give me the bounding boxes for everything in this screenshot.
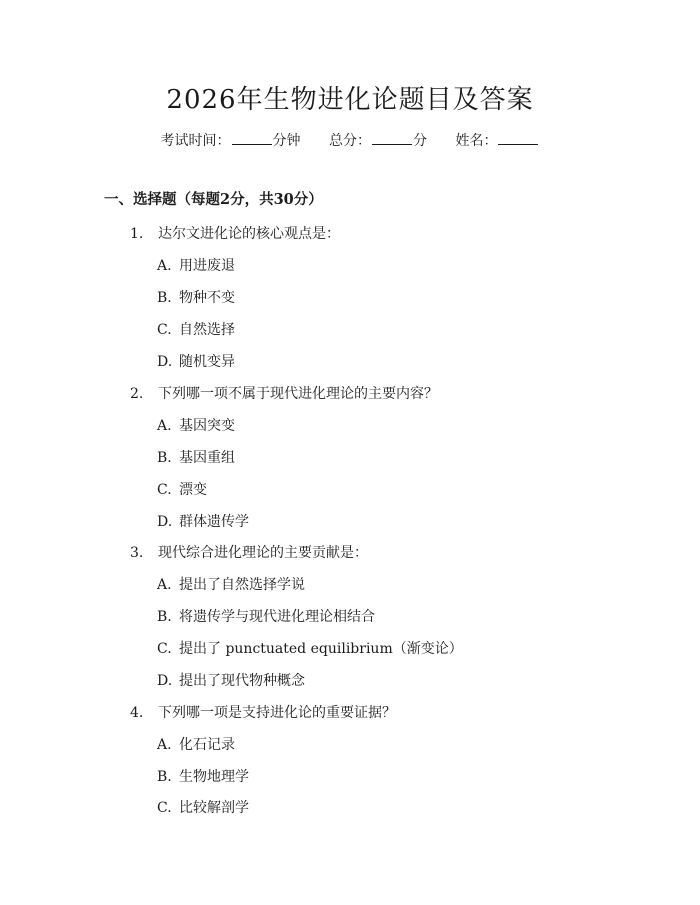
option-letter: C. — [157, 482, 172, 498]
option-letter: B. — [157, 769, 172, 785]
option-letter: A. — [157, 418, 172, 434]
option-1b — [157, 288, 235, 308]
option-2d — [157, 512, 249, 532]
option-1c — [157, 320, 235, 340]
question-4 — [130, 703, 396, 723]
exam-score — [329, 130, 427, 151]
option-1d — [157, 352, 235, 372]
exam-score-blank — [372, 130, 412, 145]
option-letter: C. — [157, 322, 172, 338]
option-letter: D. — [157, 354, 173, 370]
option-letter: A. — [157, 577, 172, 593]
question-number: 1. — [130, 226, 144, 242]
option-text: 将遗传学与现代进化理论相结合 — [179, 609, 375, 625]
question-number: 3. — [130, 545, 144, 561]
option-2b — [157, 448, 235, 468]
question-text: 达尔文进化论的核心观点是： — [158, 226, 340, 242]
option-text: 用进废退 — [179, 258, 235, 274]
exam-name — [455, 130, 539, 151]
option-letter: D. — [157, 514, 173, 530]
option-text: 提出了 punctuated equilibrium（渐变论） — [179, 641, 463, 657]
option-3c — [157, 639, 463, 659]
exam-time — [161, 130, 301, 151]
option-text: 提出了自然选择学说 — [179, 577, 305, 593]
option-text: 随机变异 — [179, 354, 235, 370]
question-number: 2. — [130, 386, 144, 402]
option-letter: C. — [157, 641, 172, 657]
option-1a — [157, 256, 235, 276]
option-3b — [157, 607, 375, 627]
option-4a — [157, 735, 235, 755]
exam-time-unit: 分钟 — [272, 133, 301, 149]
question-number: 4. — [130, 705, 144, 721]
option-text: 化石记录 — [179, 737, 235, 753]
page-title: 2026年生物进化论题目及答案 — [166, 85, 534, 115]
option-text: 生物地理学 — [179, 769, 249, 785]
option-letter: B. — [157, 450, 172, 466]
exam-time-label: 考试时间： — [160, 133, 231, 149]
option-3d — [157, 671, 305, 691]
exam-meta — [0, 130, 700, 151]
question-1 — [130, 224, 340, 244]
option-text: 漂变 — [179, 482, 207, 498]
exam-time-blank — [232, 130, 272, 145]
question-text: 现代综合进化理论的主要贡献是： — [158, 545, 368, 561]
option-text: 提出了现代物种概念 — [179, 673, 305, 689]
exam-score-label: 总分： — [329, 133, 371, 149]
question-text: 下列哪一项是支持进化论的重要证据？ — [158, 705, 396, 721]
option-text: 群体遗传学 — [179, 514, 249, 530]
option-4b — [157, 767, 249, 787]
option-text: 比较解剖学 — [179, 800, 249, 816]
option-letter: A. — [157, 258, 172, 274]
option-4c — [157, 798, 249, 818]
exam-score-unit: 分 — [413, 133, 427, 149]
option-text: 基因突变 — [179, 418, 235, 434]
question-2 — [130, 384, 438, 404]
option-2c — [157, 480, 207, 500]
option-letter: B. — [157, 290, 172, 306]
section-heading: 一、选择题（每题2分，共30分） — [104, 191, 323, 208]
option-letter: D. — [157, 673, 173, 689]
exam-name-label: 姓名： — [455, 133, 498, 149]
option-text: 基因重组 — [179, 450, 235, 466]
question-3 — [130, 543, 368, 563]
option-2a — [157, 416, 235, 436]
option-letter: C. — [157, 800, 172, 816]
option-text: 物种不变 — [179, 290, 235, 306]
option-3a — [157, 575, 305, 595]
question-text: 下列哪一项不属于现代进化理论的主要内容？ — [158, 386, 438, 402]
option-letter: A. — [157, 737, 172, 753]
option-text: 自然选择 — [179, 322, 235, 338]
option-letter: B. — [157, 609, 172, 625]
exam-name-blank — [498, 130, 538, 145]
